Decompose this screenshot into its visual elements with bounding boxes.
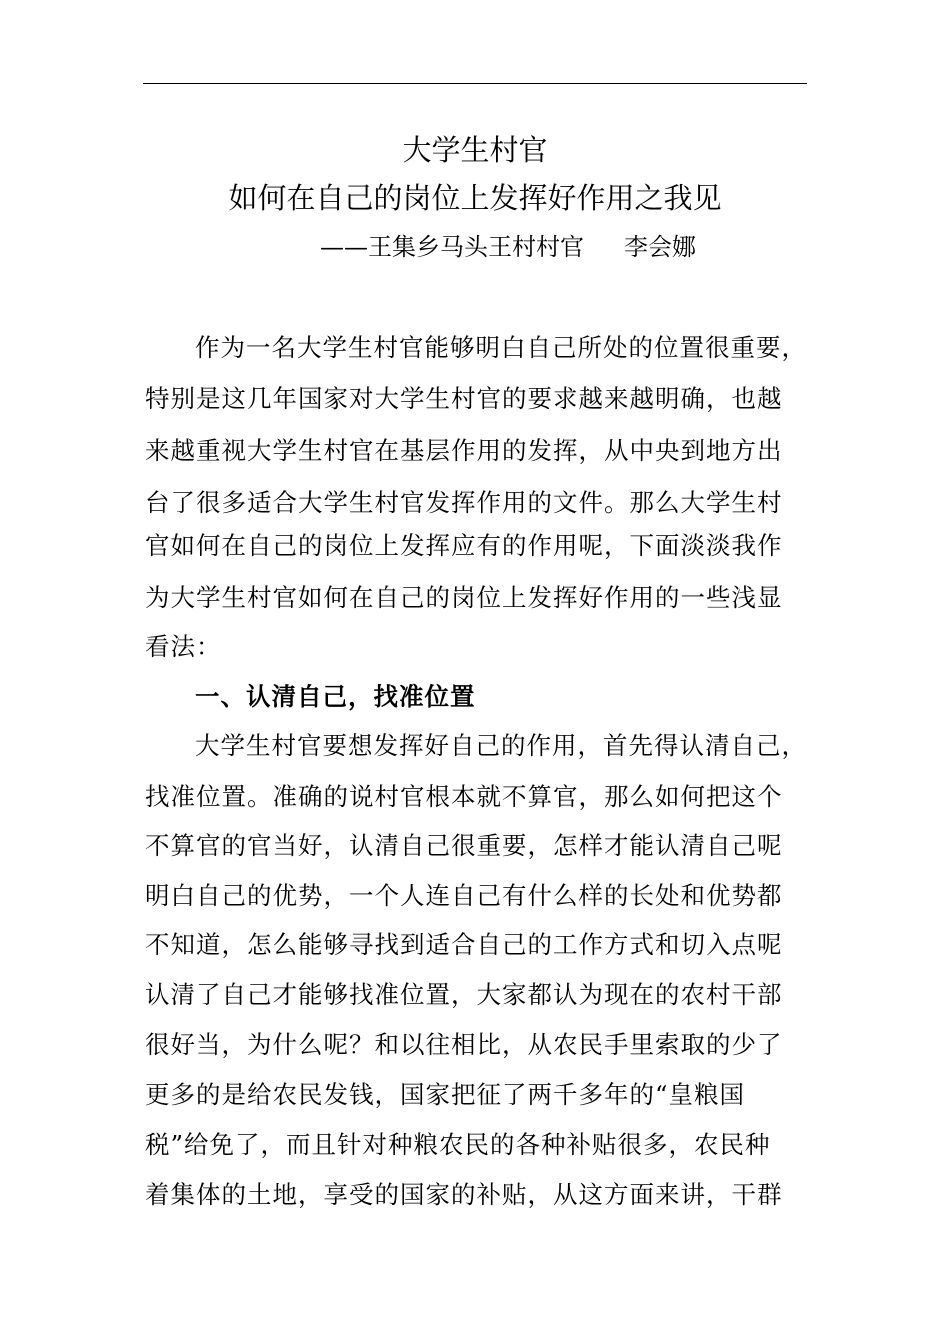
paragraph1-line: 台了很多适合大学生村官发挥作用的文件。那么大学生村 bbox=[145, 488, 783, 517]
byline-author-name: 李会娜 bbox=[624, 233, 696, 261]
paragraph1-line: 看法： bbox=[145, 632, 222, 661]
paragraph2-line: 不算官的官当好，认清自己很重要，怎样才能认清自己呢 bbox=[145, 831, 783, 860]
paragraph2-line: 税”给免了，而且针对种粮农民的各种补贴很多，农民种 bbox=[145, 1130, 771, 1159]
document-title: 大学生村官 bbox=[402, 133, 548, 167]
paragraph2-line: 很好当，为什么呢？和以往相比，从农民手里索取的少了 bbox=[145, 1030, 783, 1059]
paragraph1-line: 官如何在自己的岗位上发挥应有的作用呢，下面淡淡我作 bbox=[145, 531, 783, 560]
paragraph1-line: 作为一名大学生村官能够明白自己所处的位置很重要， bbox=[195, 333, 807, 362]
paragraph2-line: 更多的是给农民发钱，国家把征了两千多年的“皇粮国 bbox=[145, 1080, 746, 1109]
paragraph2-line: 认清了自己才能够找准位置，大家都认为现在的农村干部 bbox=[145, 980, 783, 1009]
paragraph1-line: 来越重视大学生村官在基层作用的发挥，从中央到地方出 bbox=[145, 436, 783, 465]
paragraph2-line: 明白自己的优势，一个人连自己有什么样的长处和优势都 bbox=[145, 881, 783, 910]
section-heading: 一、认清自己，找准位置 bbox=[195, 682, 476, 711]
document-subtitle: 如何在自己的岗位上发挥好作用之我见 bbox=[228, 181, 722, 215]
paragraph2-line: 大学生村官要想发挥好自己的作用，首先得认清自己， bbox=[195, 731, 807, 760]
paragraph2-line: 找准位置。准确的说村官根本就不算官，那么如何把这个 bbox=[145, 782, 783, 811]
paragraph2-line: 不知道，怎么能够寻找到适合自己的工作方式和切入点呢 bbox=[145, 930, 783, 959]
header-rule bbox=[143, 83, 807, 84]
author-byline bbox=[320, 232, 696, 262]
byline-affiliation: ——王集乡马头王村村官 bbox=[320, 233, 584, 261]
paragraph2-line: 着集体的土地，享受的国家的补贴，从这方面来讲，干群 bbox=[145, 1180, 783, 1209]
paragraph1-line: 特别是这几年国家对大学生村官的要求越来越明确，也越 bbox=[145, 384, 783, 413]
paragraph1-line: 为大学生村官如何在自己的岗位上发挥好作用的一些浅显 bbox=[145, 583, 783, 612]
